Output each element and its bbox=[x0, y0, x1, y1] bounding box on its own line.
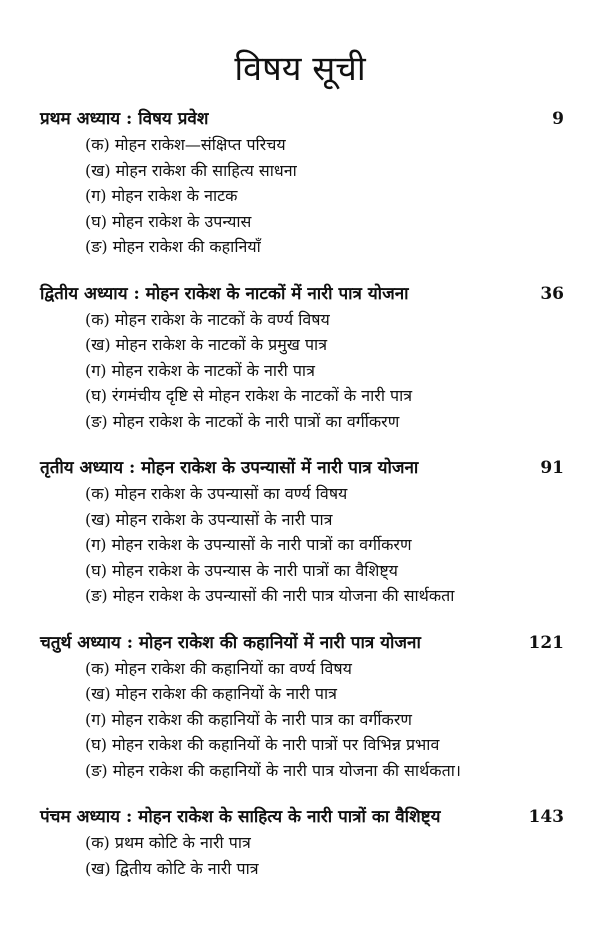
toc-chapter bbox=[40, 106, 564, 260]
chapter-page-number: 121 bbox=[528, 632, 564, 653]
toc-subsection: (ग) मोहन राकेश के नाटकों के नारी पात्र bbox=[85, 360, 315, 380]
toc-subsection: (ख) मोहन राकेश के नाटकों के प्रमुख पात्र bbox=[85, 335, 328, 354]
chapter-heading-row bbox=[40, 630, 564, 656]
toc-chapter bbox=[40, 281, 564, 435]
chapter-title: द्वितीय अध्याय : मोहन राकेश के नाटकों में नारी पात्र योजना bbox=[40, 283, 409, 304]
toc-chapter bbox=[40, 455, 564, 609]
toc-subsection: (घ) मोहन राकेश के उपन्यास bbox=[85, 211, 252, 231]
toc-subsection: (ङ) मोहन राकेश की कहानियाँ bbox=[85, 237, 261, 256]
table-of-contents bbox=[40, 106, 564, 902]
toc-subsection: (ङ) मोहन राकेश की कहानियों के नारी पात्र योजना की सार्थकता। bbox=[85, 760, 461, 780]
toc-subsection: (घ) मोहन राकेश के उपन्यास के नारी पात्रों का वैशिष्ट्य bbox=[85, 560, 398, 580]
toc-subsection: (ख) मोहन राकेश की साहित्य साधना bbox=[85, 160, 297, 180]
toc-subsection: (क) प्रथम कोटि के नारी पात्र bbox=[85, 833, 251, 852]
toc-subsection: (ख) मोहन राकेश की कहानियों के नारी पात्र bbox=[85, 684, 337, 703]
toc-subsection: (ग) मोहन राकेश के नाटक bbox=[85, 186, 238, 205]
page-title: विषय सूची bbox=[234, 49, 366, 89]
toc-subsection: (घ) रंगमंचीय दृष्टि से मोहन राकेश के नाटकों के नारी पात्र bbox=[85, 386, 413, 405]
toc-subsection: (ख) द्वितीय कोटि के नारी पात्र bbox=[85, 858, 259, 878]
toc-subsection: (घ) मोहन राकेश की कहानियों के नारी पात्रों पर विभिन्न प्रभाव bbox=[85, 735, 440, 754]
chapter-page-number: 91 bbox=[540, 458, 564, 478]
toc-subsection: (क) मोहन राकेश के नाटकों के वर्ण्य विषय bbox=[85, 309, 330, 329]
toc-chapter bbox=[40, 630, 564, 784]
toc-subsection: (ग) मोहन राकेश की कहानियों के नारी पात्र का वर्गीकरण bbox=[85, 709, 412, 729]
toc-subsection: (क) मोहन राकेश के उपन्यासों का वर्ण्य विषय bbox=[85, 484, 348, 503]
chapter-title: प्रथम अध्याय : विषय प्रवेश bbox=[40, 109, 209, 129]
chapter-page-number: 36 bbox=[540, 283, 564, 304]
toc-subsection: (ङ) मोहन राकेश के नाटकों के नारी पात्रों का वर्गीकरण bbox=[85, 411, 400, 431]
chapter-heading-row bbox=[40, 804, 564, 830]
toc-subsection: (ख) मोहन राकेश के उपन्यासों के नारी पात्र bbox=[85, 509, 333, 529]
toc-subsection: (क) मोहन राकेश—संक्षिप्त परिचय bbox=[85, 135, 286, 154]
chapter-title: तृतीय अध्याय : मोहन राकेश के उपन्यासों में नारी पात्र योजना bbox=[40, 458, 419, 478]
toc-subsection: (ग) मोहन राकेश के उपन्यासों के नारी पात्रों का वर्गीकरण bbox=[85, 535, 412, 554]
chapter-heading-row bbox=[40, 106, 564, 132]
chapter-page-number: 143 bbox=[528, 807, 564, 827]
toc-chapter bbox=[40, 804, 564, 881]
toc-subsection: (क) मोहन राकेश की कहानियों का वर्ण्य विषय bbox=[85, 658, 352, 678]
chapter-page-number: 9 bbox=[552, 109, 564, 129]
chapter-title: चतुर्थ अध्याय : मोहन राकेश की कहानियों में नारी पात्र योजना bbox=[40, 632, 421, 653]
chapter-heading-row bbox=[40, 281, 564, 307]
chapter-heading-row bbox=[40, 455, 564, 481]
chapter-title: पंचम अध्याय : मोहन राकेश के साहित्य के नारी पात्रों का वैशिष्ट्य bbox=[40, 807, 441, 827]
toc-subsection: (ङ) मोहन राकेश के उपन्यासों की नारी पात्र योजना की सार्थकता bbox=[85, 586, 455, 605]
